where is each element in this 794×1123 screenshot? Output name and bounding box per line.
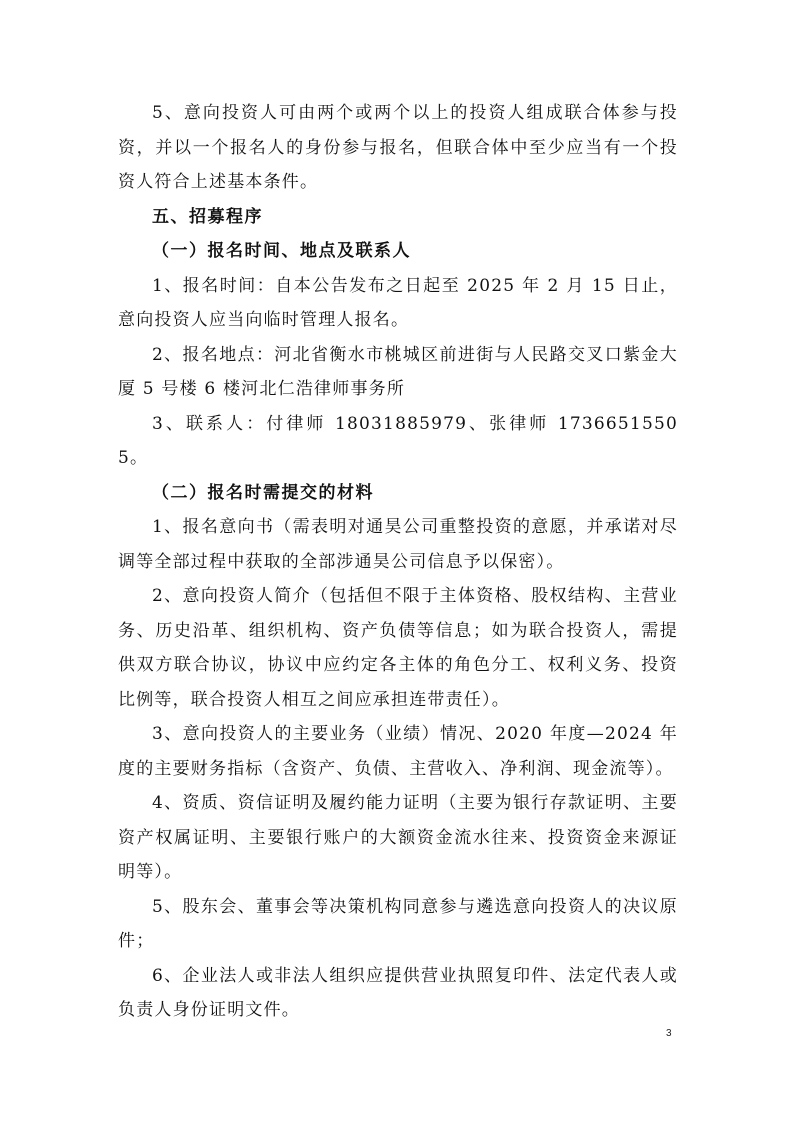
document-body <box>118 96 678 1028</box>
material-2: 2、意向投资人简介（包括但不限于主体资格、股权结构、主营业务、历史沿革、组织机构、资产负债等信息；如为联合投资人，需提供双方联合协议，协议中应约定各主体的角色分工、权利义务、投资比例等，联合投资人相互之间应承担连带责任）。 <box>118 586 678 710</box>
page-number: 3 <box>666 1028 672 1039</box>
material-1: 1、报名意向书（需表明对通昊公司重整投资的意愿，并承诺对尽调等全部过程中获取的全部涉通昊公司信息予以保密）。 <box>118 517 678 572</box>
registration-location: 2、报名地点：河北省衡水市桃城区前进街与人民路交叉口紫金大厦 5 号楼 6 楼河北仁浩律师事务所 <box>118 344 678 399</box>
contacts: 3、联系人：付律师 18031885979、张律师 17366515505。 <box>118 413 678 468</box>
material-3: 3、意向投资人的主要业务（业绩）情况、2020 年度—2024 年度的主要财务指标（含资产、负债、主营收入、净利润、现金流等）。 <box>118 724 678 779</box>
subsection-2-heading: （二）报名时需提交的材料 <box>152 482 374 503</box>
subsection-1-heading: （一）报名时间、地点及联系人 <box>152 241 411 261</box>
material-4: 4、资质、资信证明及履约能力证明（主要为银行存款证明、主要资产权属证明、主要银行账户的大额资金流水往来、投资资金来源证明等）。 <box>118 793 678 882</box>
clause-5-consortium: 5、意向投资人可由两个或两个以上的投资人组成联合体参与投资，并以一个报名人的身份参与报名，但联合体中至少应当有一个投资人符合上述基本条件。 <box>118 103 678 192</box>
section-5-heading: 五、招募程序 <box>152 206 263 227</box>
registration-time: 1、报名时间：自本公告发布之日起至 2025 年 2 月 15 日止，意向投资人应当向临时管理人报名。 <box>118 275 678 330</box>
material-6: 6、企业法人或非法人组织应提供营业执照复印件、法定代表人或负责人身份证明文件。 <box>118 965 678 1020</box>
material-5: 5、股东会、董事会等决策机构同意参与遴选意向投资人的决议原件； <box>118 896 678 951</box>
